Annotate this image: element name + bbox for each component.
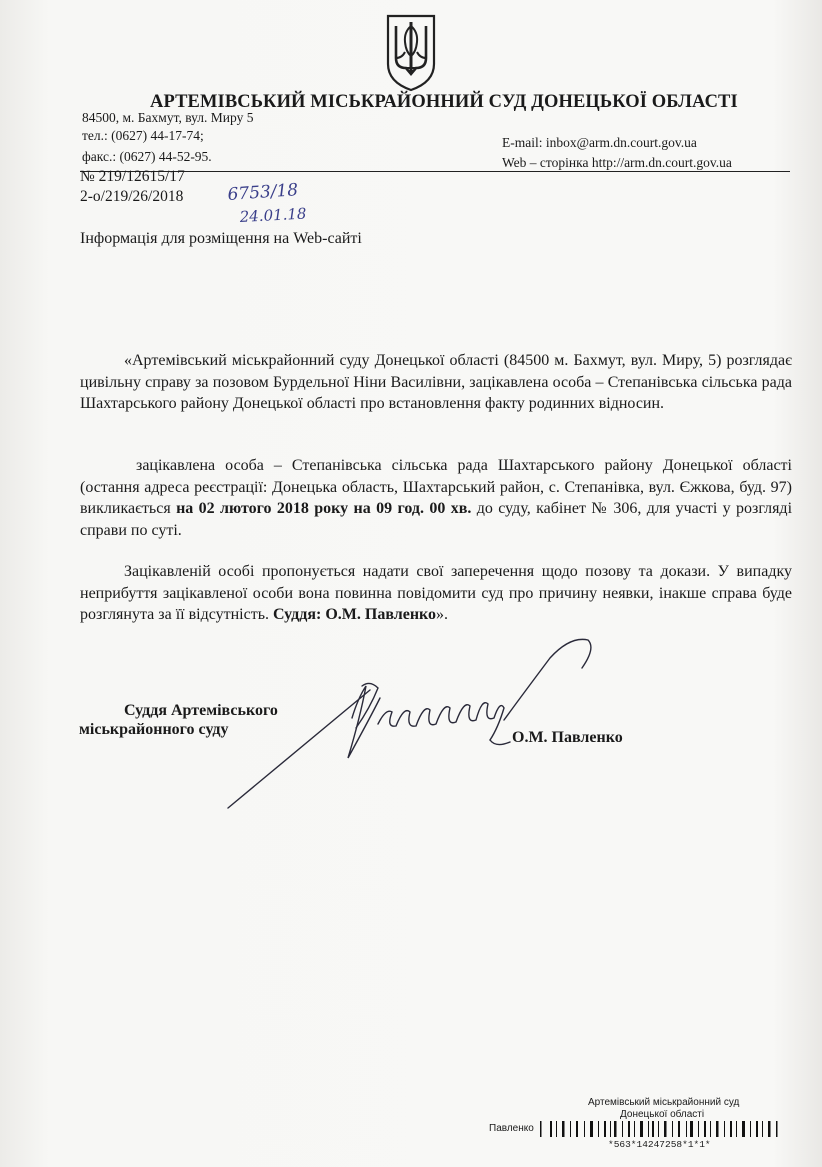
- court-website: Web – сторінка http://arm.dn.court.gov.ua: [502, 155, 732, 170]
- header-divider: [80, 171, 790, 172]
- case-number: № 219/12615/17: [80, 168, 185, 185]
- barcode-number: *563*14247258*1*1*: [608, 1139, 711, 1150]
- proceeding-number: 2-о/219/26/2018: [80, 188, 184, 205]
- court-address: 84500, м. Бахмут, вул. Миру 5: [82, 110, 254, 125]
- instructions-text-end: ».: [436, 606, 449, 623]
- court-fax: факс.: (0627) 44-52-95.: [82, 149, 212, 164]
- signatory-title-line2: міськрайонного суду: [79, 721, 229, 738]
- svg-text:24.01.18: 24.01.18: [239, 204, 307, 226]
- instructions-judge: Суддя: О.М. Павленко: [273, 606, 437, 623]
- coat-of-arms-icon: [384, 12, 438, 92]
- signatory-title-line1: Суддя Артемівського: [124, 702, 278, 719]
- paragraph-case-description: «Артемівський міськрайонний суду Донецької області (84500 м. Бахмут, вул. Миру, 5) розглядає цивільну справу за позовом Бурдельної Ніни Василівни, зацікавлена особа – Степанівська сільська рада Шахтарського району Донецької області про встановлення факту родинних відносин.: [80, 352, 792, 412]
- summons-text-end: до суду, кабінет № 306, для участі у розгляді справи по суті.: [80, 500, 793, 539]
- footer-user: Павленко: [489, 1123, 534, 1134]
- barcode-icon: [540, 1120, 780, 1140]
- instructions-text: Зацікавленій особі пропонується надати свої заперечення щодо позову та докази. У випадку неприбуття зацікавленої особи вона повинна повідомити суд про причину неявки, інакше справа буде розглянута за її відсутність.: [80, 563, 792, 623]
- svg-text:6753/18: 6753/18: [226, 180, 299, 205]
- court-phone: тел.: (0627) 44-17-74;: [82, 128, 204, 143]
- handwritten-signature: [220, 628, 620, 818]
- footer-court-name: Артемівський міськрайонний суд: [588, 1097, 740, 1108]
- info-heading: Інформація для розміщення на Web-сайті: [80, 230, 362, 247]
- summons-date-time: на 02 лютого 2018 року на 09 год. 00 хв.: [176, 500, 472, 517]
- court-title: АРТЕМІВСЬКИЙ МІСЬКРАЙОННИЙ СУД ДОНЕЦЬКОЇ ОБЛАСТІ: [150, 92, 738, 112]
- paragraph-summons: [80, 455, 792, 541]
- signatory-name: О.М. Павленко: [512, 729, 623, 746]
- summons-text-start: зацікавлена особа – Степанівська сільська рада Шахтарського району Донецької області (остання адреса реєстрації: Донецька область, Шахтарський район, с. Степанівка, вул. Єжкова, буд. 97) викликається: [80, 457, 792, 517]
- paragraph-instructions: [80, 561, 792, 626]
- court-email: E-mail: inbox@arm.dn.court.gov.ua: [502, 135, 697, 150]
- handwritten-registration-mark: [226, 180, 336, 228]
- footer-region: Донецької області: [620, 1109, 705, 1120]
